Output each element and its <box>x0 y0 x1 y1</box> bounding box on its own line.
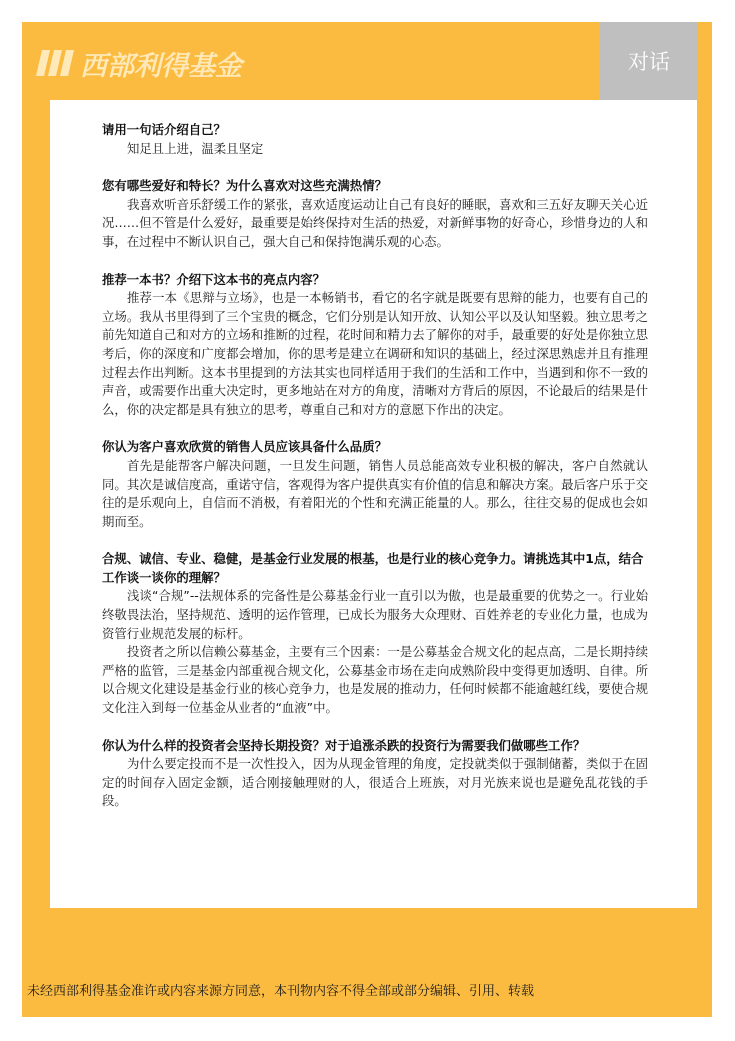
answer-paragraph: 推荐一本《思辩与立场》，也是一本畅销书，看它的名字就是既要有思辩的能力，也要有自己的立场。我从书里得到了三个宝贵的概念，它们分别是认知开放、认知公平以及认知坚毅。独立思考之前先知道自己和对方的立场和推断的过程，花时间和精力去了解你的对手，最重要的好处是你独立思考后，你的深度和广度都会增加，你的思考是建立在调研和知识的基础上，经过深思熟虑并且有推理过程去作出判断。这本书里提到的方法其实也同样适用于我们的生活和工作中，当遇到和你不一致的声音，或需要作出重大决定时，更多地站在对方的角度，清晰对方背后的原因，不论最后的结果是什么，你的决定都是具有独立的思考，尊重自己和对方的意愿下作出的决定。 <box>102 290 648 417</box>
answer-paragraph: 投资者之所以信赖公募基金，主要有三个因素：一是公募基金合规文化的起点高，二是长期持续严格的监管，三是基金内部重视合规文化，公募基金市场在走向成熟阶段中变得更加透明、自律。所以合规文化建设是基金行业的核心竞争力，也是发展的推动力，任何时候都不能逾越红线，要使合规文化注入到每一位基金从业者的“血液”中。 <box>102 644 648 716</box>
question: 您有哪些爱好和特长？为什么喜欢对这些充满热情？ <box>102 178 387 194</box>
question: 你认为客户喜欢欣赏的销售人员应该具备什么品质？ <box>102 439 387 455</box>
qa-item <box>102 121 648 158</box>
qa-item <box>102 177 648 251</box>
logo-text: 西部利得基金 <box>80 50 242 82</box>
answer-paragraph: 知足且上进，温柔且坚定 <box>127 140 264 156</box>
slash-stripes-icon <box>34 48 80 78</box>
qa-item <box>102 271 648 420</box>
qa-item <box>102 550 648 717</box>
question: 你认为什么样的投资者会坚持长期投资？对于追涨杀跌的投资行为需要我们做哪些工作？ <box>102 737 586 753</box>
footer-disclaimer: 未经西部利得基金准许或内容来源方同意，本刊物内容不得全部或部分编辑、引用、转载 <box>27 984 535 999</box>
question: 推荐一本书？介绍下这本书的亮点内容？ <box>102 271 326 287</box>
answer-paragraph: 首先是能帮客户解决问题，一旦发生问题，销售人员总能高效专业积极的解决，客户自然就认同。其次是诚信度高，重诺守信，客观得为客户提供真实有价值的信息和解决方案。最后客户乐于交往的是乐观向上，自信而不消极，有着阳光的个性和充满正能量的人。那么，往往交易的促成也会如期而至。 <box>102 457 648 529</box>
question: 合规、诚信、专业、稳健，是基金行业发展的根基，也是行业的核心竞争力。请挑选其中1点，结合工作谈一谈你的理解？ <box>102 551 644 585</box>
content-panel <box>50 100 697 908</box>
brand-logo <box>34 46 242 80</box>
question: 请用一句话介绍自己？ <box>102 122 226 137</box>
answer-paragraph: 浅谈“合规”--法规体系的完备性是公募基金行业一直引以为傲，也是最重要的优势之一。行业始终敬畏法治，坚持规范、透明的运作管理，已成长为服务大众理财、百姓养老的专业化力量，也成为资管行业规范发展的标杆。 <box>102 588 648 641</box>
answer-paragraph: 为什么要定投而不是一次性投入，因为从现金管理的角度，定投就类似于强制储蓄，类似于在固定的时间存入固定金额，适合刚接触理财的人，很适合上班族，对月光族来说也是避免乱花钱的手段。 <box>102 756 648 809</box>
section-tab: 对话 <box>600 22 698 100</box>
qa-item <box>102 438 648 531</box>
qa-item <box>102 737 648 811</box>
answer-paragraph: 我喜欢听音乐舒缓工作的紧张，喜欢适度运动让自己有良好的睡眠，喜欢和三五好友聊天关心近况……但不管是什么爱好，最重要是始终保持对生活的热爱，对新鲜事物的好奇心，珍惜身边的人和事，在过程中不断认识自己，强大自己和保持饱满乐观的心态。 <box>102 196 648 249</box>
qa-list <box>102 121 648 830</box>
